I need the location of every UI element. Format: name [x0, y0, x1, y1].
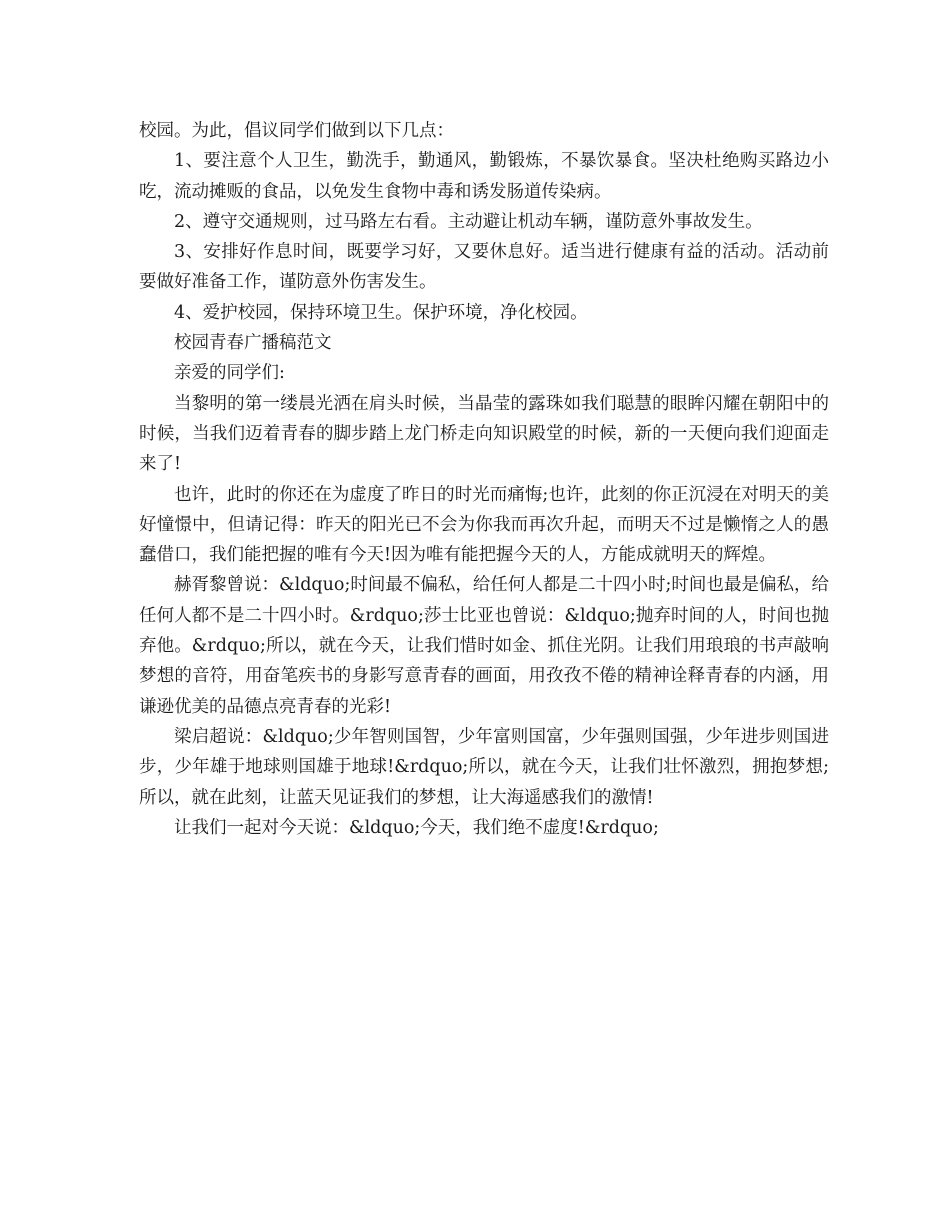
paragraph-perhaps: 也许，此时的你还在为虚度了昨日的时光而痛悔;也许，此刻的你正沉浸在对明天的美好憧憬中，但请记得：昨天的阳光已不会为你我而再次升起，而明天不过是懒惰之人的愚蠢借口，我们能把握的唯有今天!因为唯有能把握今天的人，方能成就明天的辉煌。 — [139, 484, 829, 566]
paragraph-item-3: 3、安排好作息时间，既要学习好，又要休息好。适当进行健康有益的活动。活动前要做好准备工作，谨防意外伤害发生。 — [139, 242, 829, 293]
paragraph-item-1: 1、要注意个人卫生，勤洗手，勤通风，勤锻炼，不暴饮暴食。坚决杜绝购买路边小吃，流动摊贩的食品，以免发生食物中毒和诱发肠道传染病。 — [139, 151, 829, 202]
paragraph-closing: 让我们一起对今天说：&ldquo;今天，我们绝不虚度!&rdquo; — [174, 817, 659, 838]
paragraph-item-4: 4、爱护校园，保持环境卫生。保护环境，净化校园。 — [174, 302, 588, 323]
section-title: 校园青春广播稿范文 — [174, 333, 332, 354]
paragraph-item-2: 2、遵守交通规则，过马路左右看。主动避让机动车辆，谨防意外事故发生。 — [174, 211, 763, 232]
document-body — [139, 116, 829, 843]
paragraph-liang-qichao: 梁启超说：&ldquo;少年智则国智，少年富则国富，少年强则国强，少年进步则国进步，少年雄于地球则国雄于地球!&rdquo;所以，就在今天，让我们壮怀激烈，拥抱梦想;所以，就在此刻，让蓝天见证我们的梦想，让大海遥感我们的激情! — [139, 726, 829, 808]
paragraph-dawn: 当黎明的第一缕晨光洒在肩头时候，当晶莹的露珠如我们聪慧的眼眸闪耀在朝阳中的时候，当我们迈着青春的脚步踏上龙门桥走向知识殿堂的时候，新的一天便向我们迎面走来了! — [139, 393, 829, 475]
salutation: 亲爱的同学们: — [174, 363, 285, 384]
paragraph-huxley: 赫胥黎曾说：&ldquo;时间最不偏私，给任何人都是二十四小时;时间也最是偏私，给任何人都不是二十四小时。&rdquo;莎士比亚也曾说：&ldquo;抛弃时间的人，时间也抛弃他。&rdquo;所以，就在今天，让我们惜时如金、抓住光阴。让我们用琅琅的书声敲响梦想的音符，用奋笔疾书的身影写意青春的画面，用孜孜不倦的精神诠释青春的内涵，用谦逊优美的品德点亮青春的光彩! — [139, 575, 829, 717]
paragraph-continuation: 校园。为此，倡议同学们做到以下几点： — [139, 121, 454, 141]
